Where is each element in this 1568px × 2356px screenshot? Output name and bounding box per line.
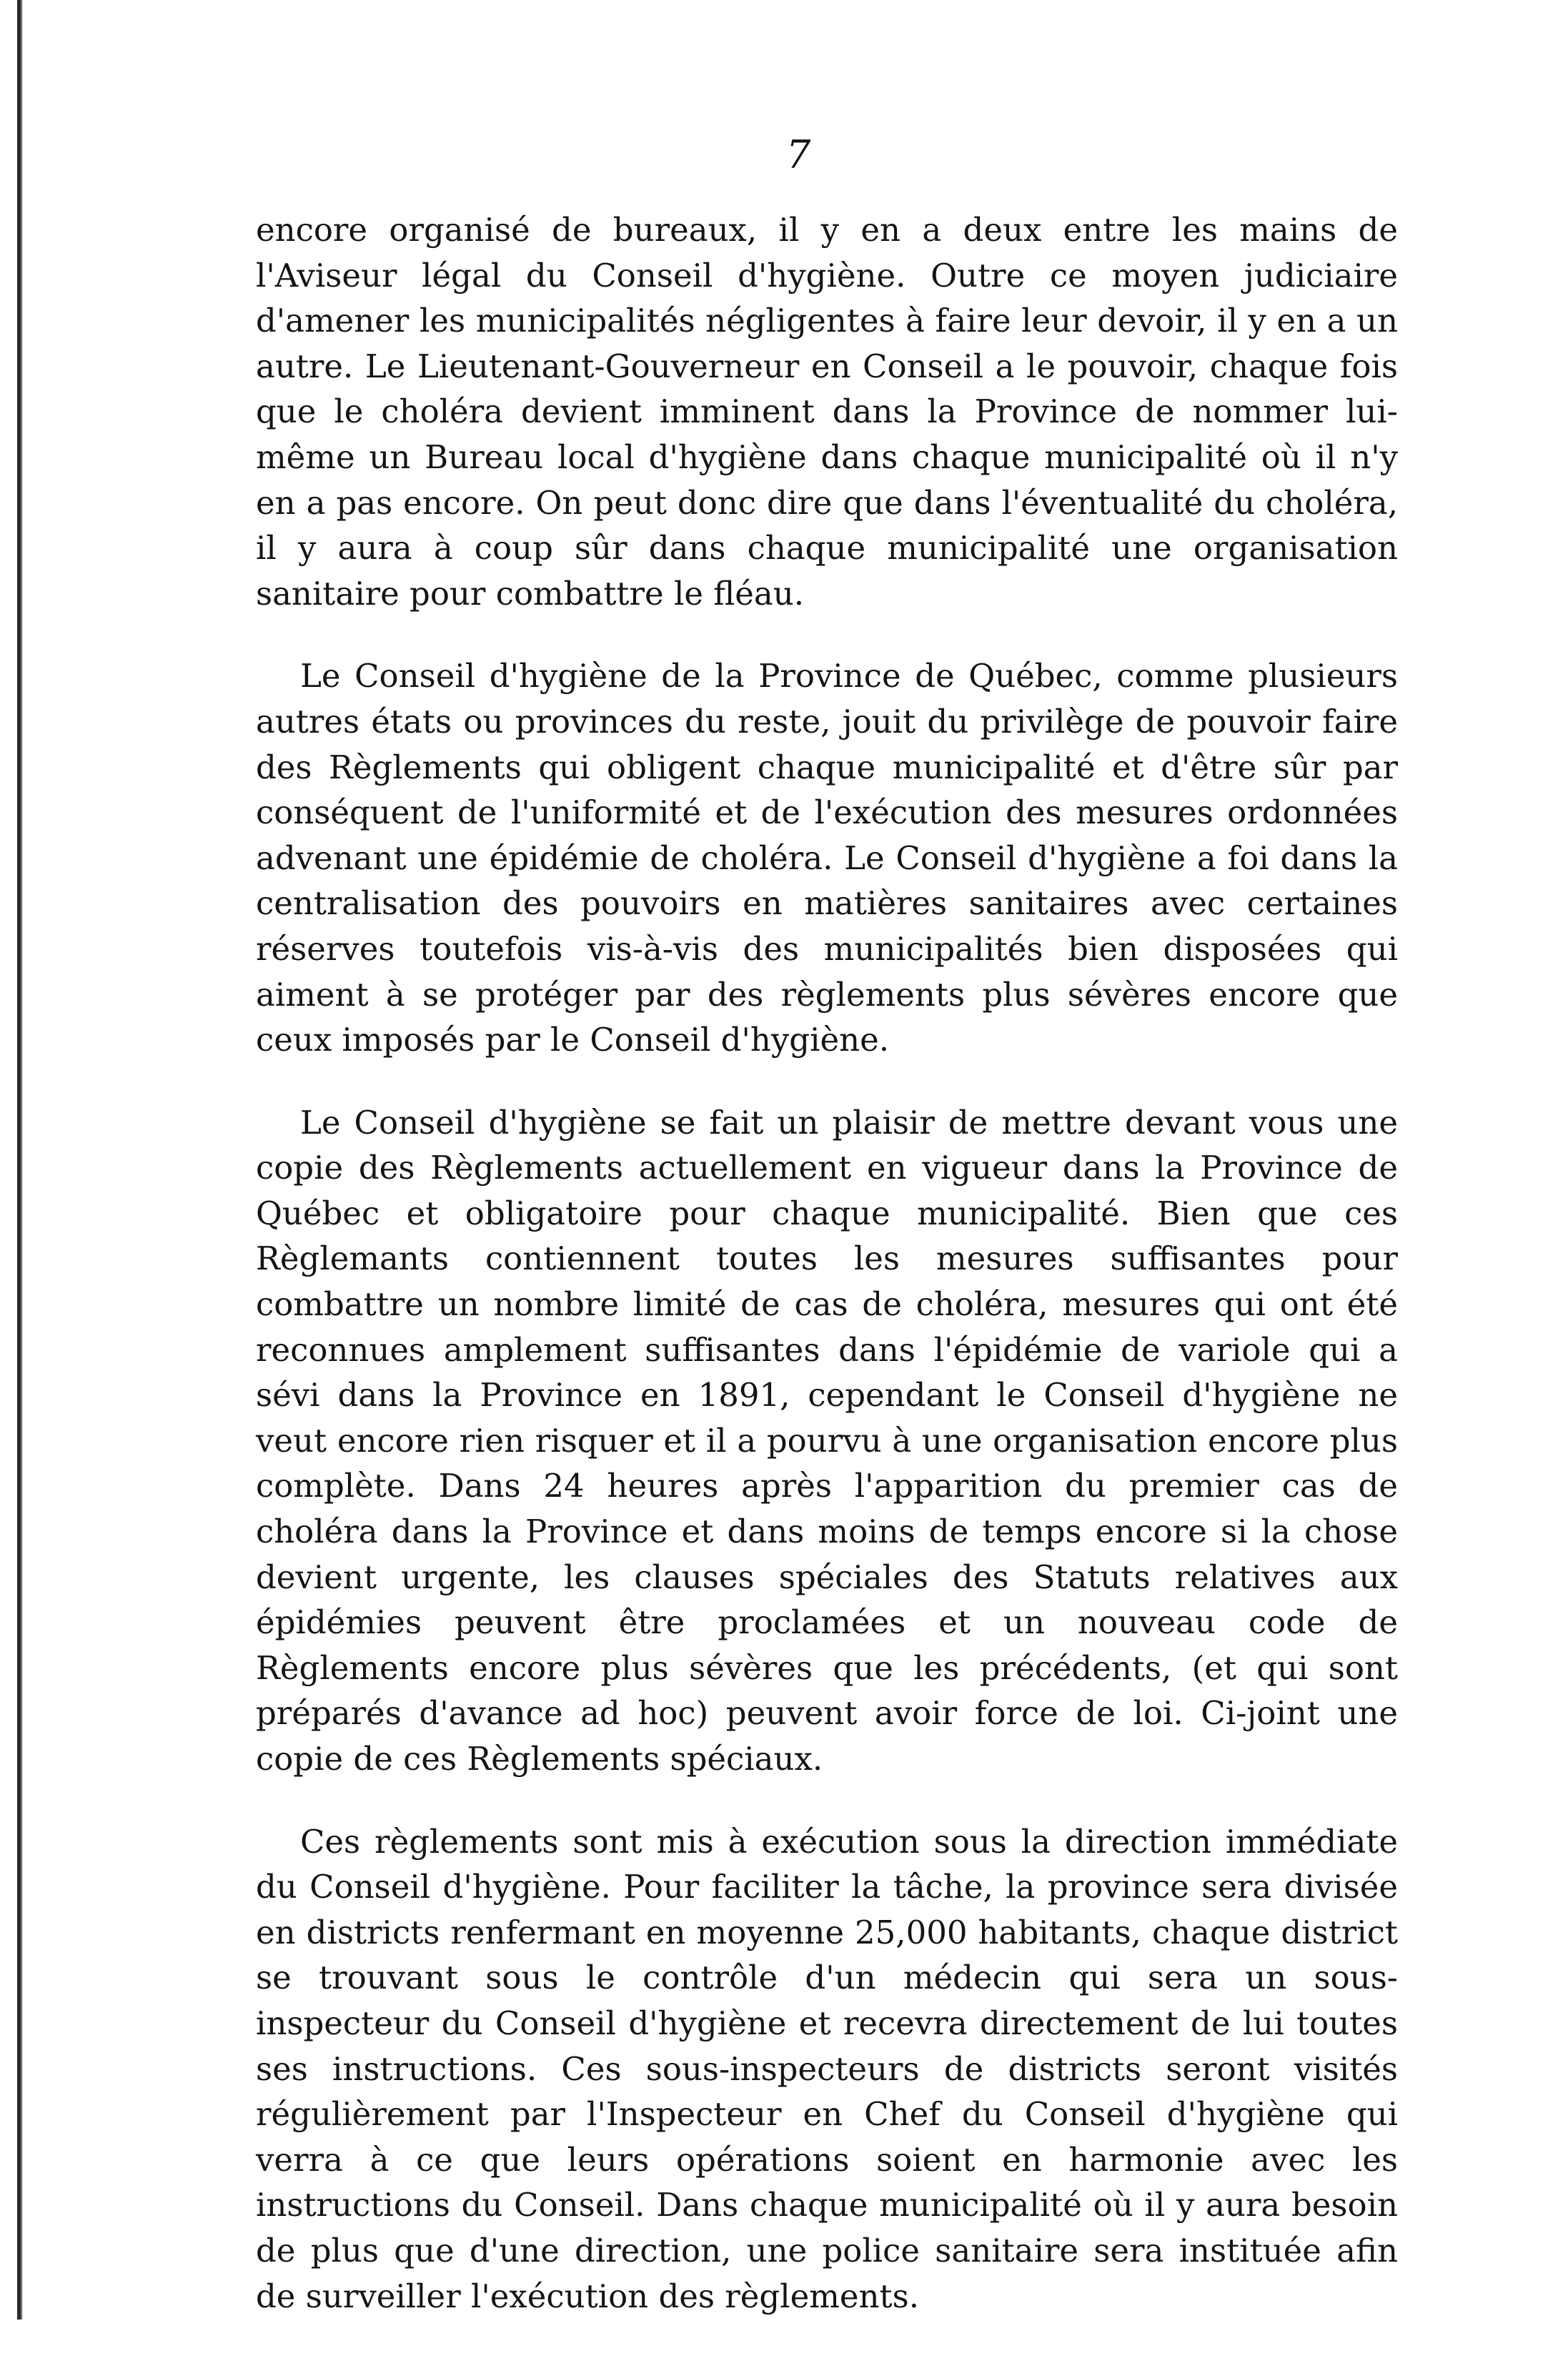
paragraph-1: encore organisé de bureaux, il y en a deux entre les mains de l'Aviseur légal du Conseil d'hygiène. Outre ce moyen judiciaire d'amener les municipalités négligentes à faire leur devoir, il y en a un autre. Le Lieutenant-Gouverneur en Conseil a le pouvoir, chaque fois que le choléra devient imminent dans la Province de nommer lui-même un Bureau local d'hygiène dans chaque municipalité où il n'y en a pas encore. On peut donc dire que dans l'éventualité du choléra, il y aura à coup sûr dans chaque municipalité une organisation sanitaire pour combattre le fléau. [256, 211, 1398, 613]
paragraph-4: Ces règlements sont mis à exécution sous la direction immédiate du Conseil d'hygiène. Pour faciliter la tâche, la province sera divisée en districts renfermant en moyenne 25,000 habitants, chaque district se trouvant sous le contrôle d'un médecin qui sera un sous-inspecteur du Conseil d'hygiène et recevra directement de lui toutes ses instructions. Ces sous-inspecteurs de districts seront visités régulièrement par l'Inspecteur en Chef du Conseil d'hygiène qui verra à ce que leurs opérations soient en harmonie avec les instructions du Conseil. Dans chaque municipalité où il y aura besoin de plus que d'une direction, une police sanitaire sera instituée afin de surveiller l'exécution des règlements. [256, 1822, 1398, 2315]
paragraph-3: Le Conseil d'hygiène se fait un plaisir de mettre devant vous une copie des Règlements actuellement en vigueur dans la Province de Québec et obligatoire pour chaque municipalité. Bien que ces Règlemants contiennent toutes les mesures suffisantes pour combattre un nombre limité de cas de choléra, mesures qui ont été reconnues amplement suffisantes dans l'épidémie de variole qui a sévi dans la Province en 1891, cependant le Conseil d'hygiène ne veut encore rien risquer et il a pourvu à une organisation encore plus complète. Dans 24 heures après l'apparition du premier cas de choléra dans la Province et dans moins de temps encore si la chose devient urgente, les clauses spéciales des Statuts relatives aux épidémies peuvent être proclamées et un nouveau code de Règlements encore plus sévères que les précédents, (et qui sont préparés d'avance ad hoc) peuvent avoir force de loi. Ci-joint une copie de ces Règlements spéciaux. [256, 1103, 1398, 1778]
paragraph-2: Le Conseil d'hygiène de la Province de Québec, comme plusieurs autres états ou provinces du reste, jouit du privilège de pouvoir faire des Règlements qui obligent chaque municipalité et d'être sûr par conséquent de l'uniformité et de l'exécution des mesures ordonnées advenant une épidémie de choléra. Le Conseil d'hygiène a foi dans la centralisation des pouvoirs en matières sanitaires avec certaines réserves toutefois vis-à-vis des municipalités bien disposées qui aiment à se protéger par des règlements plus sévères encore que ceux imposés par le Conseil d'hygiène. [256, 657, 1398, 1059]
scan-edge [17, 0, 23, 2320]
page-number: 7 [786, 132, 811, 177]
body-text [256, 207, 1398, 2356]
